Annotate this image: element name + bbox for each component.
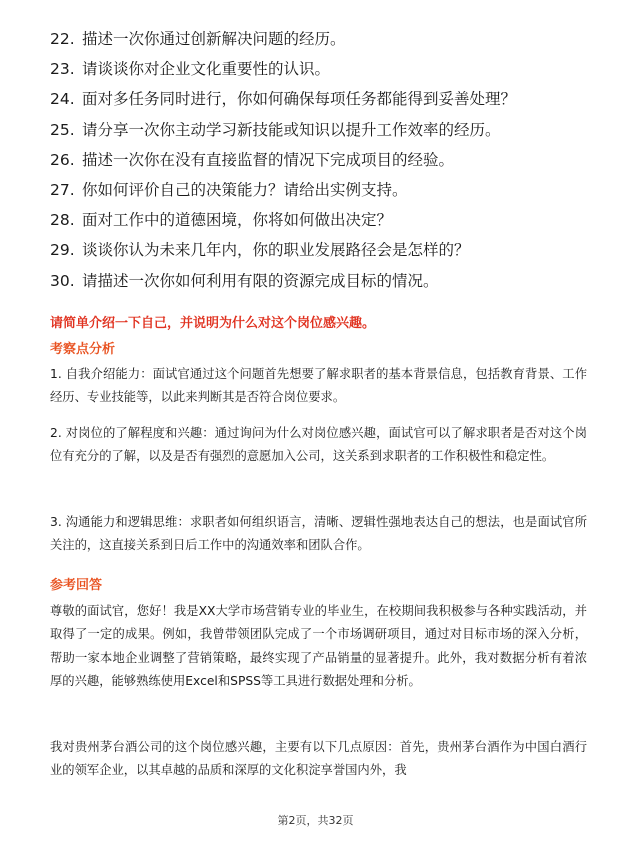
analysis-point: 3. 沟通能力和逻辑思维：求职者如何组织语言，清晰、逻辑性强地表达自己的想法，也是面试官所关注的，这直接关系到日后工作中的沟通效率和团队合作。 [50, 515, 587, 553]
question-item: 26. 描述一次你在没有直接监督的情况下完成项目的经验。 [50, 150, 455, 169]
interview-prompt: 请简单介绍一下自己，并说明为什么对这个岗位感兴趣。 [50, 316, 376, 331]
question-item: 23. 请谈谈你对企业文化重要性的认识。 [50, 60, 331, 79]
question-item: 27. 你如何评价自己的决策能力？请给出实例支持。 [50, 180, 408, 199]
question-list [50, 24, 610, 296]
question-item: 24. 面对多任务同时进行，你如何确保每项任务都能得到妥善处理？ [50, 90, 517, 109]
question-item: 29. 谈谈你认为未来几年内，你的职业发展路径会是怎样的？ [50, 241, 470, 260]
analysis-point: 2. 对岗位的了解程度和兴趣：通过询问为什么对岗位感兴趣，面试官可以了解求职者是否对这个岗位有充分的了解，以及是否有强烈的意愿加入公司，这关系到求职者的工作积极性和稳定性。 [50, 426, 587, 464]
reference-paragraph: 尊敬的面试官，您好！我是XX大学市场营销专业的毕业生，在校期间我积极参与各种实践活动，并取得了一定的成果。例如，我曾带领团队完成了一个市场调研项目，通过对目标市场的深入分析，帮助一家本地企业调整了营销策略，最终实现了产品销量的显著提升。此外，我对数据分析有着浓厚的兴趣，能够熟练使用Excel和SPSS等工具进行数据处理和分析。 [50, 604, 587, 689]
reference-heading: 参考回答 [50, 578, 103, 593]
analysis-point: 1. 自我介绍能力：面试官通过这个问题首先想要了解求职者的基本背景信息，包括教育背景、工作经历、专业技能等，以此来判断其是否符合岗位要求。 [50, 367, 587, 405]
question-item: 28. 面对工作中的道德困境，你将如何做出决定？ [50, 211, 393, 230]
question-item: 22. 描述一次你通过创新解决问题的经历。 [50, 30, 346, 48]
analysis-heading: 考察点分析 [50, 342, 116, 357]
reference-paragraph: 我对贵州茅台酒公司的这个岗位感兴趣，主要有以下几点原因：首先，贵州茅台酒作为中国白酒行业的领军企业，以其卓越的品质和深厚的文化积淀享誉国内外，我 [50, 740, 587, 778]
question-item: 30. 请描述一次你如何利用有限的资源完成目标的情况。 [50, 271, 439, 290]
question-item: 25. 请分享一次你主动学习新技能或知识以提升工作效率的经历。 [50, 120, 501, 139]
page-footer: 第2页，共32页 [277, 814, 354, 827]
